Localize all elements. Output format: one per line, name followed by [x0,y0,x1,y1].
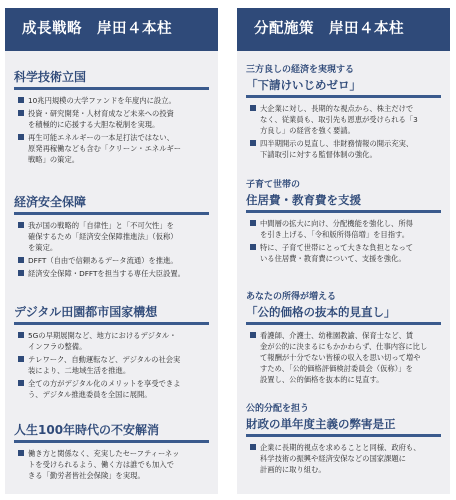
list-item: 再生可能エネルギーの一本足打法ではない、 原発再稼働なども含む「クリーン・エネルギー 戦略」の策定。 [18,132,209,165]
bullet-list [237,103,450,160]
section-subtitle: 三方良しの経済を実現する [246,65,355,75]
bullet-square-icon [18,356,24,362]
section-title: 「公的価格の抜本的見直し」 [246,305,396,319]
list-item: 特に、子育て世帯にとって大きな負担となって いる住居費・教育費について、支援を強化。 [250,242,441,264]
section-economic-security [5,195,218,281]
list-item: 5Gの早期展開など、地方におけるデジタル・ インフラの整備。 [18,330,209,352]
section-title: 科学技術立国 [14,70,87,84]
section-title: 財政の単年度主義の弊害是正 [246,417,396,431]
list-item: 四半期開示の見直し、非財務情報の開示充実、 下請取引に対する監督体制の強化。 [250,138,441,160]
bullet-list [5,330,218,400]
bullet-list [237,330,450,385]
growth-strategy-panel [5,8,218,494]
bullet-square-icon [250,140,256,146]
bullet-square-icon [18,257,24,263]
section-subtitle: あなたの所得が増える [246,292,337,302]
growth-strategy-heading: 成長戦略 岸田４本柱 [5,8,218,51]
section-subtitle: 公的分配を担う [246,404,310,414]
bullet-square-icon [18,222,24,228]
section-title: 経済安全保障 [14,195,87,209]
section-title: 住居費・教育費を支援 [246,193,361,207]
section-subtitle: 子育て世帯の [246,180,301,190]
bullet-square-icon [250,105,256,111]
list-item: 経済安全保障・DFFTを担当する専任大臣設置。 [18,268,209,279]
list-item: テレワーク、自動運転など、デジタルの社会実 装により、二地域生活を推進。 [18,354,209,376]
section-science [5,70,218,167]
section-housing-education [237,179,450,266]
section-divider [14,440,209,443]
section-fiscal-reform [237,403,450,477]
list-item: 看護師、介護士、幼稚園教諭、保育士など、賃 金が公的に決まるにもかかわらず、仕事内容に比し て報酬が十分でない皆様の収入を思い切って増や すため、「公的価格評価検討委員会（仮称）」を 設置し、公的価格を抜本的に見直す。 [250,330,441,385]
section-public-pricing [237,291,450,387]
bullet-square-icon [18,332,24,338]
section-divider [246,95,441,98]
section-divider [14,87,209,90]
section-divider [246,210,441,213]
bullet-square-icon [18,270,24,276]
bullet-list [5,448,218,481]
bullet-square-icon [250,332,256,338]
bullet-square-icon [18,110,24,116]
list-item: 投資・研究開発・人材育成など未来への投資 を積極的に応援する大胆な税制を実現。 [18,108,209,130]
bullet-square-icon [18,450,24,456]
bullet-square-icon [18,97,24,103]
section-digital-garden-city [5,305,218,402]
bullet-square-icon [250,244,256,250]
section-divider [14,212,209,215]
list-item: DFFT（自由で信頼あるデータ流通）を推進。 [18,255,209,266]
section-subcontract [237,64,450,162]
section-title: 「下請けいじめゼロ」 [246,78,361,92]
section-divider [14,322,209,325]
list-item: 中間層の拡大に向け、分配機能を強化し、所得 を引き上げる、「令和版所得倍増」を目指す。 [250,218,441,240]
bullet-list [237,442,450,475]
section-life-100 [5,423,218,483]
distribution-policy-panel [237,8,450,494]
list-item: 全ての方がデジタル化のメリットを享受できよ う、デジタル推進委員を全国に展開。 [18,378,209,400]
list-item: 我が国の戦略的「自律性」と「不可欠性」を 確保するため「経済安全保障推進法」（仮称） を策定。 [18,220,209,253]
section-title: 人生100年時代の不安解消 [14,423,160,437]
bullet-list [237,218,450,264]
bullet-list [5,220,218,279]
list-item: 働き方と関係なく、充実したセーフティーネッ トを受けられるよう、働く方は誰でも加入で きる「勤労者皆社会保険」を実現。 [18,448,209,481]
bullet-square-icon [18,380,24,386]
list-item: 大企業に対し、長期的な視点から、株主だけで なく、従業員も、取引先も恩恵が受けられる「3 方良し」の経営を強く要請。 [250,103,441,136]
bullet-square-icon [250,444,256,450]
list-item: 企業に長期的視点を求めることと同様、政府も、 科学技術の振興や経済安保などの国家課題に 計画的に取り組む。 [250,442,441,475]
section-divider [246,434,441,437]
section-divider [246,322,441,325]
bullet-square-icon [250,220,256,226]
bullet-list [5,95,218,165]
section-title: デジタル田園都市国家構想 [14,305,158,319]
list-item: 10兆円規模の大学ファンドを年度内に設立。 [18,95,209,106]
distribution-policy-heading: 分配施策 岸田４本柱 [237,8,450,51]
bullet-square-icon [18,134,24,140]
